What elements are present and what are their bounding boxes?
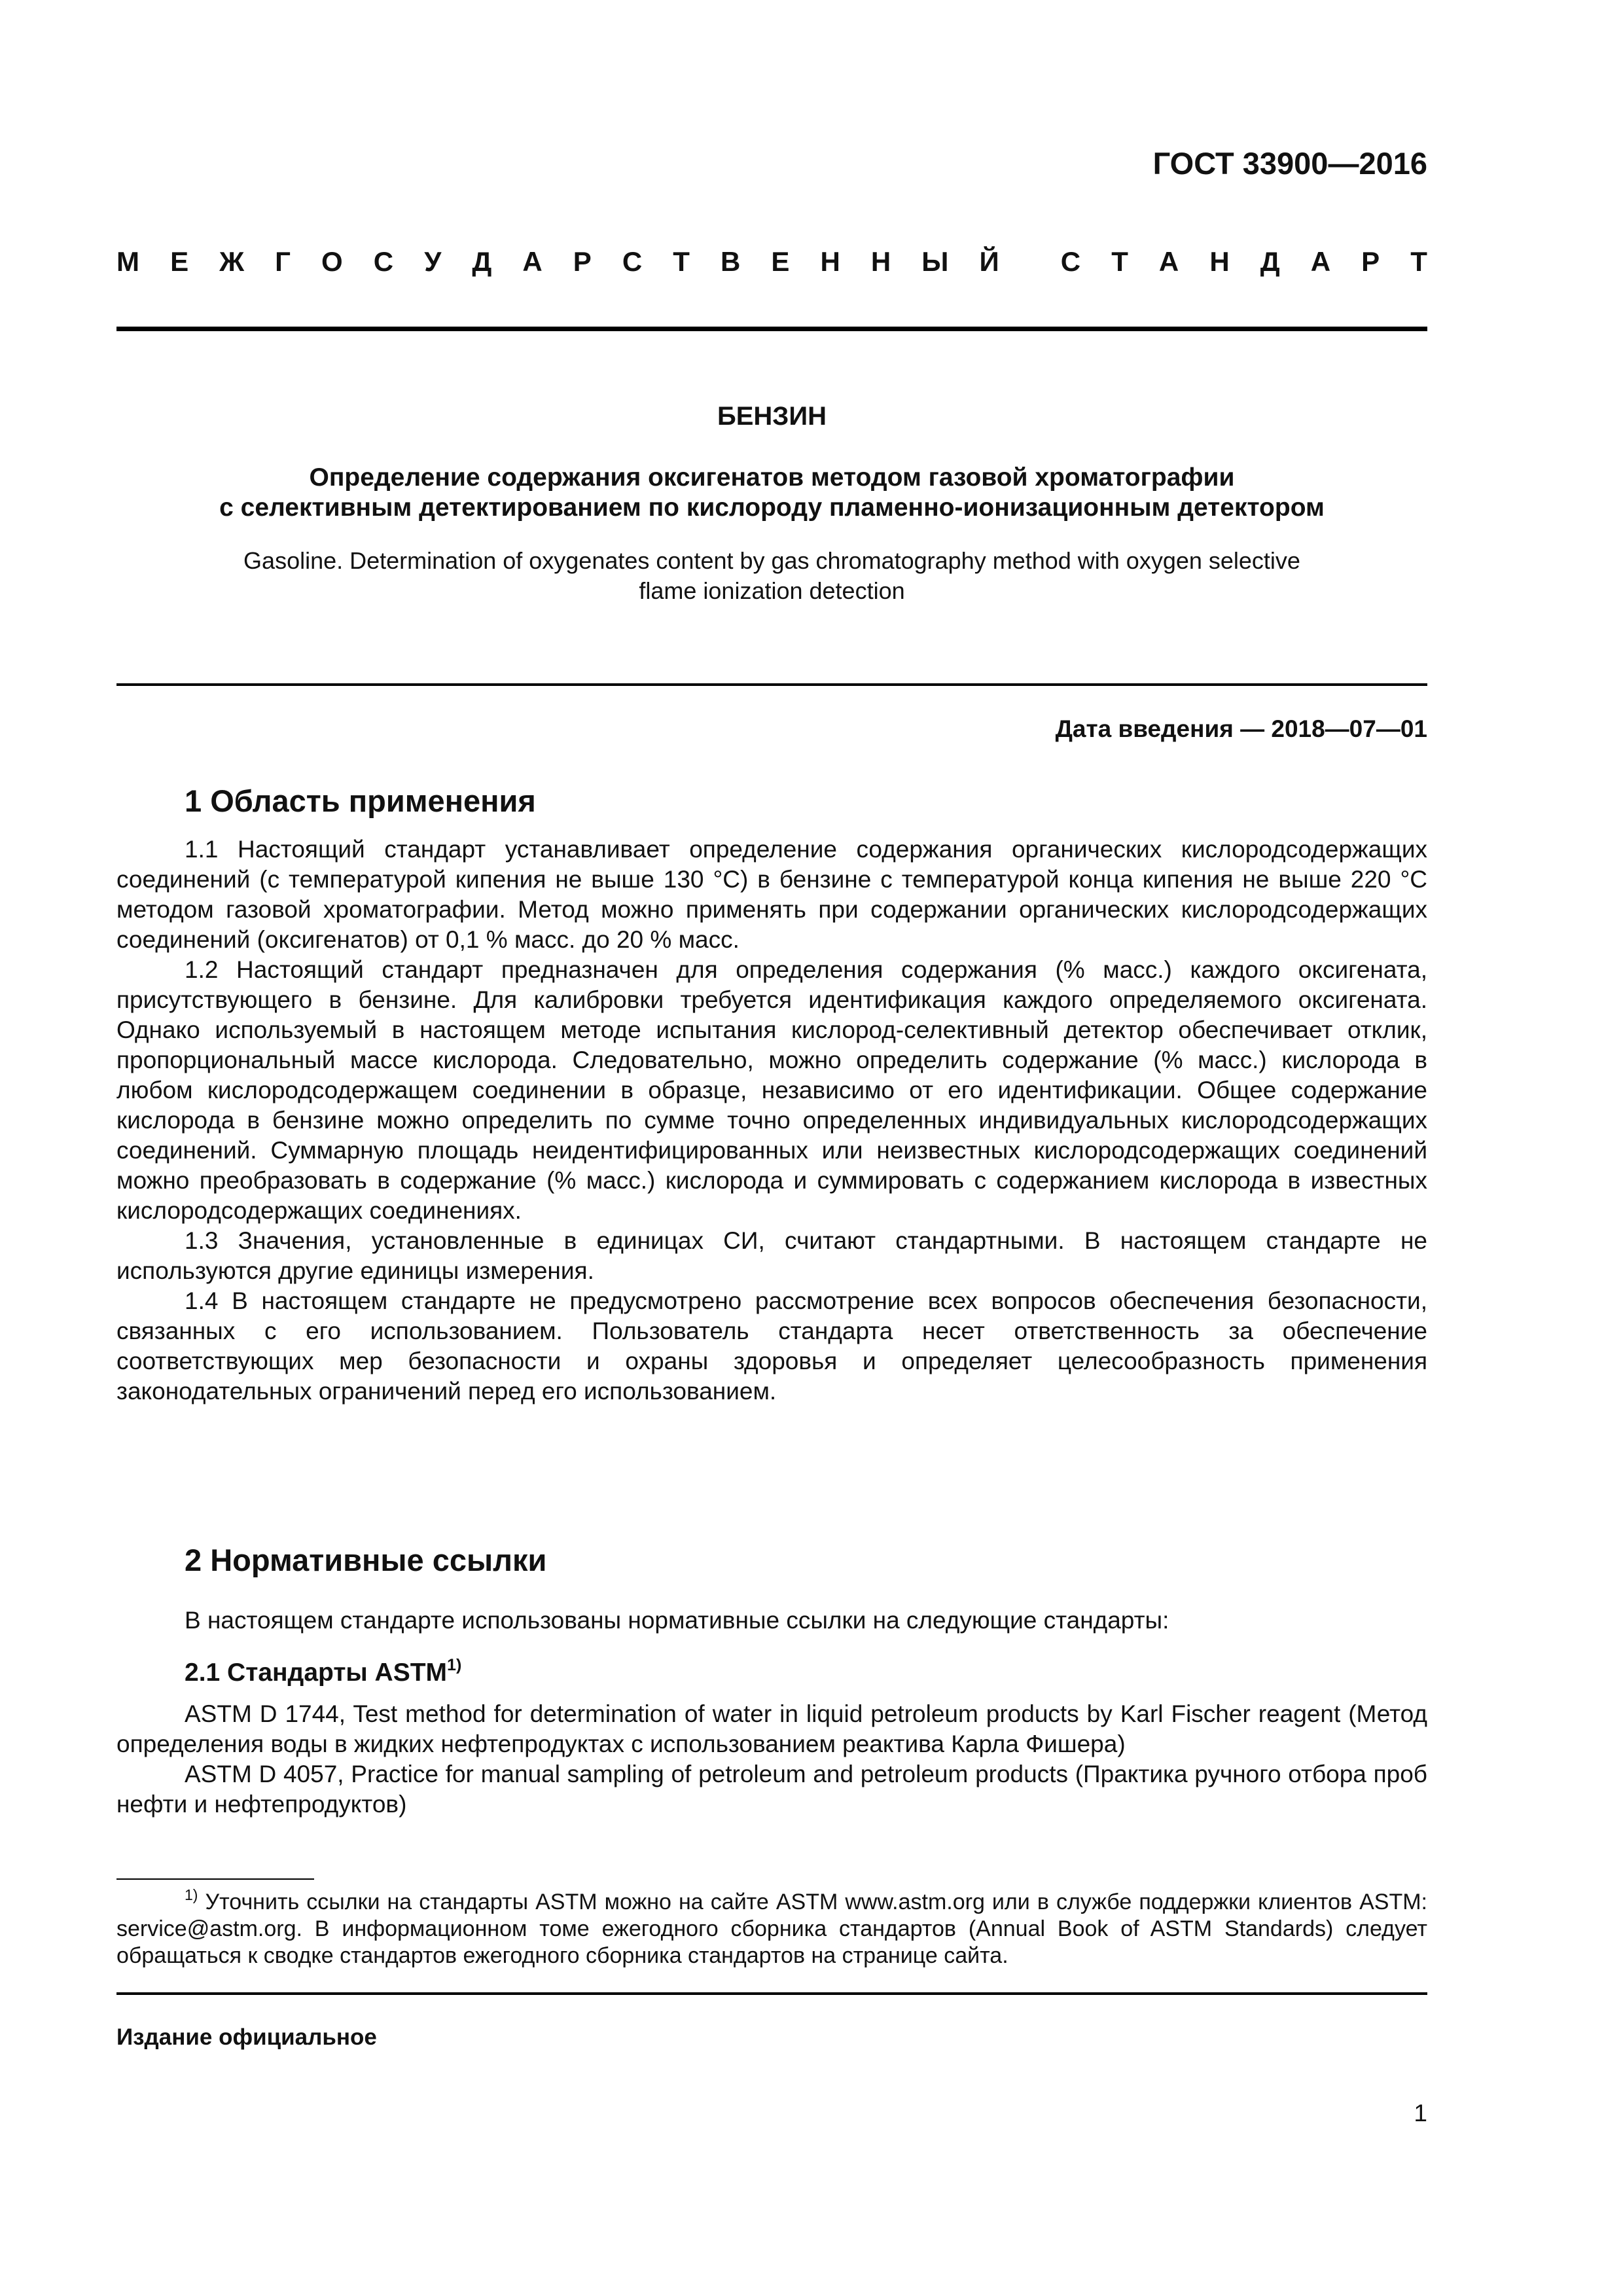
subtitle-line: Определение содержания оксигенатов методом газовой хроматографии — [309, 463, 1235, 492]
paragraph-1-3: 1.3 Значения, установленные в единицах СИ, считают стандартными. В настоящем стандарте не используются другие единицы измерения. — [116, 1227, 1427, 1284]
english-title — [116, 546, 1427, 606]
letter: Е — [170, 246, 189, 277]
letter: Р — [573, 246, 592, 277]
standard-type-heading — [116, 246, 1427, 278]
section-2-1-title: 2.1 Стандарты ASTM — [185, 1659, 448, 1687]
page-number: 1 — [1414, 2100, 1427, 2126]
title-rule — [116, 683, 1427, 686]
paragraph-1-4: 1.4 В настоящем стандарте не предусмотрено рассмотрение всех вопросов обеспечения безопасности, связанных с его использованием. Пользователь стандарта несет ответственность за обеспечение соответствующих мер безопасности и охраны здоровья и определяет целесообразность применения законодательных ограничений перед его использованием. — [116, 1287, 1427, 1405]
english-title-line: flame ionization detection — [639, 577, 905, 604]
section-1-body — [116, 834, 1427, 1407]
section-2-intro: В настоящем стандарте использованы нормативные ссылки на следующие стандарты: — [185, 1607, 1169, 1634]
letter: Д — [1260, 246, 1280, 277]
section-2-1-heading — [185, 1656, 461, 1687]
letter: Г — [275, 246, 291, 277]
paragraph-1-2: 1.2 Настоящий стандарт предназначен для определения содержания (% масс.) каждого оксигената, присутствующего в бензине. Для калибровки требуется идентификация каждого определяемого оксигената. Однако используемый в настоящем методе испытания кислород-селективный детектор обеспечивает отклик, пропорциональный массе кислорода. Следовательно, можно определить содержание (% масс.) кислорода в любом кислородсодержащем соединении в образце, независимо от его идентификации. Общее содержание кислорода в бензине можно определить по сумме точно определенных индивидуальных кислородсодержащих соединений. Суммарную площадь неидентифицированных или неизвестных кислородсодержащих соединений можно преобразовать в содержание (% масс.) кислорода и суммировать с содержанием кислорода в известных кислородсодержащих соединениях. — [116, 956, 1427, 1224]
english-title-line: Gasoline. Determination of oxygenates content by gas chromatography method with oxygen selective — [243, 547, 1300, 574]
letter: В — [720, 246, 741, 277]
paragraph-1-1: 1.1 Настоящий стандарт устанавливает определение содержания органических кислородсодержащих соединений (с температурой кипения не выше 130 °С) в бензине с температурой конца кипения не выше 220 °С методом газовой хроматографии. Метод можно применять при содержании органических кислородсодержащих соединений (оксигенатов) от 0,1 % масс. до 20 % масс. — [116, 836, 1427, 953]
section-1-heading: 1 Область применения — [185, 783, 536, 818]
letter: Т — [673, 246, 690, 277]
letter: А — [1158, 246, 1179, 277]
letter: Н — [820, 246, 840, 277]
header-rule — [116, 327, 1427, 331]
reference-item: ASTM D 1744, Test method for determination of water in liquid petroleum products by Karl Fischer reagent (Метод определения воды в жидких нефтепродуктах с использованием реактива Карла Фишера) — [116, 1700, 1427, 1757]
letter: Е — [771, 246, 790, 277]
letter: Т — [1410, 246, 1427, 277]
edition-label: Издание официальное — [116, 2024, 377, 2050]
letter: Д — [472, 246, 492, 277]
letter: У — [424, 246, 442, 277]
letter: М — [116, 246, 139, 277]
letter: А — [522, 246, 543, 277]
letter: С — [373, 246, 394, 277]
reference-item: ASTM D 4057, Practice for manual sampling of petroleum and petroleum products (Практика ручного отбора проб нефти и нефтепродуктов) — [116, 1761, 1427, 1818]
footnote — [116, 1882, 1427, 1969]
letter: Т — [1111, 246, 1128, 277]
letter: С — [1060, 246, 1081, 277]
document-title: БЕНЗИН — [717, 402, 827, 431]
letter: Ж — [219, 246, 245, 277]
document-subtitle — [116, 463, 1427, 523]
letter: Ы — [921, 246, 949, 277]
footnote-ref[interactable]: 1) — [447, 1656, 462, 1674]
footnote-marker: 1) — [185, 1886, 198, 1903]
letter: Р — [1361, 246, 1380, 277]
introduction-date: Дата введения — 2018—07—01 — [1055, 715, 1427, 742]
letter: Н — [870, 246, 891, 277]
letter: Н — [1209, 246, 1230, 277]
footnote-separator — [116, 1878, 314, 1880]
section-2-heading: 2 Нормативные ссылки — [185, 1543, 547, 1577]
footnote-text: Уточнить ссылки на стандарты ASTM можно на сайте ASTM www.astm.org или в службе поддержки клиентов ASTM: service@astm.org. В информационном томе ежегодного сборника стандартов (Annual Book of ASTM Standards) следует обращаться к сводке стандартов ежегодного сборника стандартов на странице сайта. — [116, 1890, 1427, 1968]
references-list — [116, 1699, 1427, 1820]
letter: О — [321, 246, 343, 277]
letter: А — [1310, 246, 1331, 277]
subtitle-line: с селективным детектированием по кислороду пламенно-ионизационным детектором — [219, 493, 1325, 522]
footer-rule — [116, 1992, 1427, 1995]
letter: Й — [979, 246, 999, 277]
letter: С — [622, 246, 643, 277]
document-number: ГОСТ 33900—2016 — [1152, 146, 1427, 181]
